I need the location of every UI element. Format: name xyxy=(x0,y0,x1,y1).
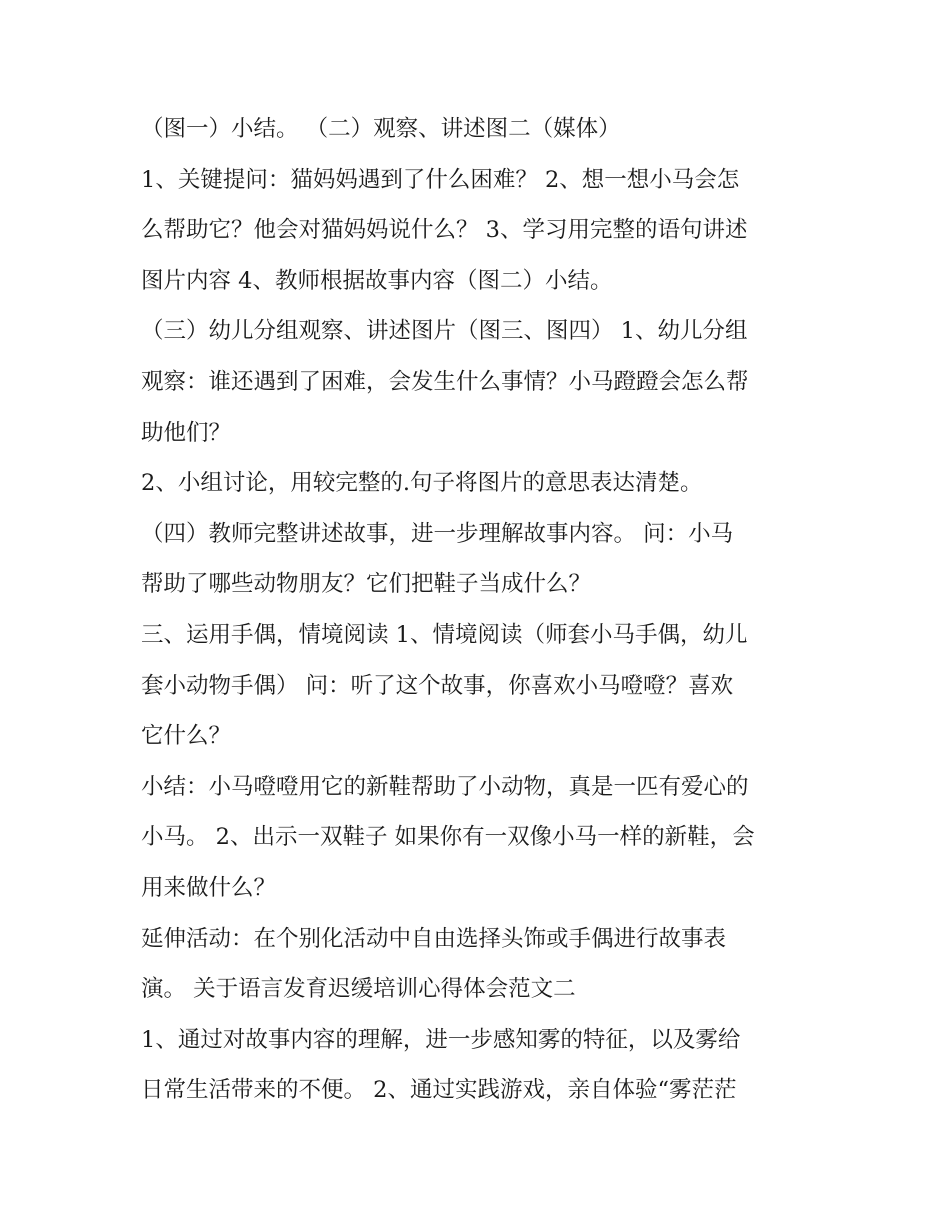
text-line: 1、关键提问：猫妈妈遇到了什么困难？ 2、想一想小马会怎 xyxy=(141,166,740,193)
text-line: 延伸活动：在个别化活动中自由选择头饰或手偶进行故事表 xyxy=(141,925,727,952)
text-line: 2、小组讨论，用较完整的.句子将图片的意思表达清楚。 xyxy=(141,470,703,497)
text-line: 图片内容 4、教师根据故事内容（图二）小结。 xyxy=(141,267,613,294)
text-line: 观察：谁还遇到了困难，会发生什么事情？小马蹬蹬会怎么帮 xyxy=(141,368,749,395)
text-line: （四）教师完整讲述故事，进一步理解故事内容。 问：小马 xyxy=(141,520,734,547)
text-line: 1、通过对故事内容的理解，进一步感知雾的特征，以及雾给 xyxy=(141,1026,741,1053)
text-line: 小结：小马噔噔用它的新鞋帮助了小动物，真是一匹有爱心的 xyxy=(141,773,749,800)
text-line: 日常生活带来的不便。 2、通过实践游戏，亲自体验“雾茫茫 xyxy=(141,1077,737,1104)
text-line: 么帮助它？他会对猫妈妈说什么？ 3、学习用完整的语句讲述 xyxy=(141,217,748,244)
text-line: 助他们？ xyxy=(141,419,232,446)
text-line: 用来做什么？ xyxy=(141,874,277,901)
text-line: 套小动物手偶） 问：听了这个故事，你喜欢小马噔噔？喜欢 xyxy=(141,672,734,699)
text-line: （三）幼儿分组观察、讲述图片（图三、图四） 1、幼儿分组 xyxy=(141,318,748,345)
text-line: 小马。 2、出示一双鞋子 如果你有一双像小马一样的新鞋，会 xyxy=(141,824,755,851)
text-line: 它什么？ xyxy=(141,723,232,750)
document-body xyxy=(141,104,831,1116)
text-line: 帮助了哪些动物朋友？它们把鞋子当成什么？ xyxy=(141,571,592,598)
text-line: 演。 关于语言发育迟缓培训心得体会范文二 xyxy=(141,976,576,1003)
text-line: 三、运用手偶，情境阅读 1、情境阅读（师套小马手偶，幼儿 xyxy=(141,621,748,648)
text-line: （图一）小结。 （二）观察、讲述图二（媒体） xyxy=(141,116,621,142)
